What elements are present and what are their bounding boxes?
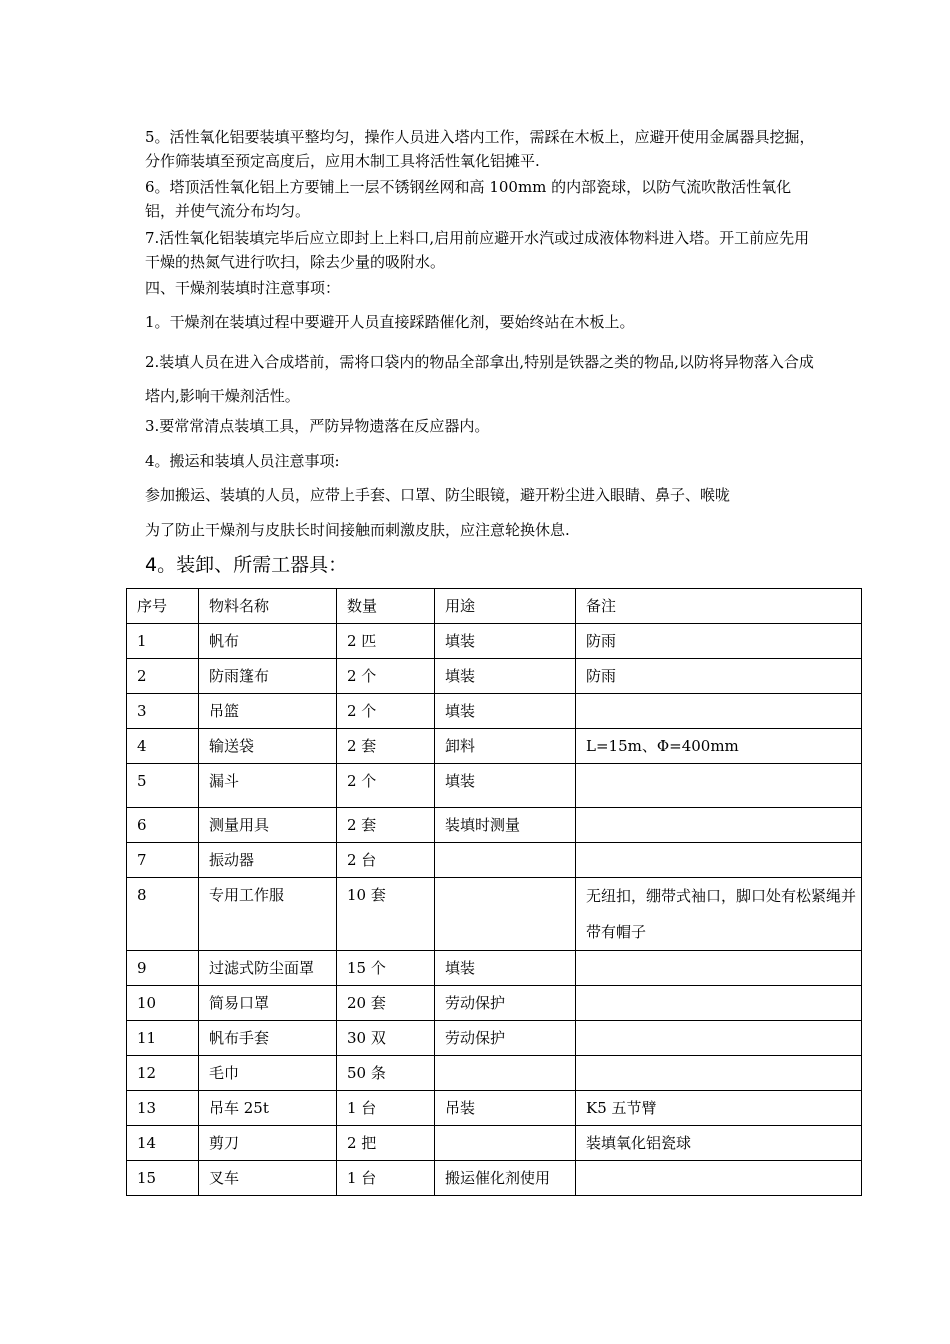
table-row xyxy=(127,694,862,729)
cell-remark: 防雨 xyxy=(576,659,862,694)
cell-usage: 劳动保护 xyxy=(435,1021,576,1056)
cell-remark xyxy=(576,764,862,808)
cell-remark: K5 五节臂 xyxy=(576,1091,862,1126)
cell-quantity: 2 台 xyxy=(337,843,435,878)
cell-material: 叉车 xyxy=(199,1161,337,1196)
cell-material: 吊车 25t xyxy=(199,1091,337,1126)
table-row xyxy=(127,729,862,764)
cell-quantity: 2 个 xyxy=(337,764,435,808)
cell-index: 11 xyxy=(127,1021,199,1056)
cell-material: 专用工作服 xyxy=(199,878,337,951)
cell-material: 漏斗 xyxy=(199,764,337,808)
note-4-rest: 为了防止干燥剂与皮肤长时间接触而刺激皮肤，应注意轮换休息. xyxy=(145,521,570,539)
cell-usage xyxy=(435,1056,576,1091)
table-row xyxy=(127,986,862,1021)
cell-usage xyxy=(435,878,576,951)
table-row xyxy=(127,624,862,659)
paragraph-6: 6。塔顶活性氧化铝上方要铺上一层不锈钢丝网和高 100mm 的内部瓷球，以防气流吹散活性氧化铝，并使气流分布均匀。 xyxy=(145,178,792,220)
cell-quantity: 1 台 xyxy=(337,1161,435,1196)
cell-quantity: 1 台 xyxy=(337,1091,435,1126)
cell-index: 4 xyxy=(127,729,199,764)
cell-usage: 填装 xyxy=(435,694,576,729)
cell-index: 10 xyxy=(127,986,199,1021)
cell-quantity: 10 套 xyxy=(337,878,435,951)
table-row xyxy=(127,764,862,808)
cell-material: 防雨篷布 xyxy=(199,659,337,694)
cell-index: 5 xyxy=(127,764,199,808)
cell-quantity: 2 匹 xyxy=(337,624,435,659)
cell-index: 14 xyxy=(127,1126,199,1161)
cell-usage: 填装 xyxy=(435,764,576,808)
cell-material: 吊篮 xyxy=(199,694,337,729)
cell-remark xyxy=(576,986,862,1021)
cell-usage: 填装 xyxy=(435,951,576,986)
note-4-detail: 参加搬运、装填的人员，应带上手套、口罩、防尘眼镜，避开粉尘进入眼睛、鼻子、喉咙 xyxy=(145,486,731,504)
cell-usage: 劳动保护 xyxy=(435,986,576,1021)
cell-usage: 填装 xyxy=(435,659,576,694)
cell-usage xyxy=(435,1126,576,1161)
cell-quantity: 2 个 xyxy=(337,694,435,729)
cell-usage xyxy=(435,843,576,878)
cell-index: 12 xyxy=(127,1056,199,1091)
cell-quantity: 30 双 xyxy=(337,1021,435,1056)
header-cell-remark: 备注 xyxy=(576,589,862,624)
paragraph-5: 5。活性氧化铝要装填平整均匀，操作人员进入塔内工作，需踩在木板上，应避开使用金属器具挖掘，分作筛装填至预定高度后，应用木制工具将活性氧化铝摊平. xyxy=(145,128,815,170)
cell-usage: 填装 xyxy=(435,624,576,659)
cell-remark: 无纽扣，绷带式袖口，脚口处有松紧绳并带有帽子 xyxy=(576,878,862,951)
cell-usage: 卸料 xyxy=(435,729,576,764)
note-3: 3.要常常清点装填工具，严防异物遗落在反应器内。 xyxy=(145,417,490,435)
cell-material: 测量用具 xyxy=(199,808,337,843)
cell-remark xyxy=(576,843,862,878)
cell-material: 帆布 xyxy=(199,624,337,659)
table-header-row xyxy=(127,589,862,624)
table-row xyxy=(127,878,862,951)
note-1: 1。干燥剂在装填过程中要避开人员直接踩踏催化剂，要始终站在木板上。 xyxy=(145,313,635,331)
table-row xyxy=(127,1021,862,1056)
cell-material: 帆布手套 xyxy=(199,1021,337,1056)
cell-quantity: 50 条 xyxy=(337,1056,435,1091)
table-row xyxy=(127,1126,862,1161)
table-row xyxy=(127,1091,862,1126)
table-row xyxy=(127,843,862,878)
tools-table xyxy=(126,588,862,1196)
note-2: 2.装填人员在进入合成塔前，需将口袋内的物品全部拿出,特别是铁器之类的物品,以防将异物落入合成塔内,影响干燥剂活性。 xyxy=(145,353,814,405)
cell-material: 振动器 xyxy=(199,843,337,878)
cell-remark: 防雨 xyxy=(576,624,862,659)
cell-index: 13 xyxy=(127,1091,199,1126)
cell-remark xyxy=(576,1021,862,1056)
cell-index: 9 xyxy=(127,951,199,986)
cell-material: 简易口罩 xyxy=(199,986,337,1021)
paragraph-7: 7.活性氧化铝装填完毕后应立即封上上料口,启用前应避开水汽或过成液体物料进入塔。开工前应先用干燥的热氮气进行吹扫，除去少量的吸附水。 xyxy=(145,229,810,271)
cell-index: 7 xyxy=(127,843,199,878)
cell-material: 剪刀 xyxy=(199,1126,337,1161)
cell-remark xyxy=(576,808,862,843)
header-cell-material: 物料名称 xyxy=(199,589,337,624)
table-row xyxy=(127,951,862,986)
cell-remark xyxy=(576,694,862,729)
cell-usage: 吊装 xyxy=(435,1091,576,1126)
cell-material: 毛巾 xyxy=(199,1056,337,1091)
table-row xyxy=(127,1161,862,1196)
cell-remark: L=15m、Φ=400mm xyxy=(576,729,862,764)
section-four-title: 四、干燥剂装填时注意事项： xyxy=(145,279,341,297)
cell-remark xyxy=(576,1056,862,1091)
table-row xyxy=(127,808,862,843)
cell-index: 15 xyxy=(127,1161,199,1196)
cell-remark xyxy=(576,951,862,986)
cell-index: 6 xyxy=(127,808,199,843)
cell-remark xyxy=(576,1161,862,1196)
cell-index: 3 xyxy=(127,694,199,729)
cell-usage: 搬运催化剂使用 xyxy=(435,1161,576,1196)
cell-index: 2 xyxy=(127,659,199,694)
cell-quantity: 2 把 xyxy=(337,1126,435,1161)
cell-quantity: 2 套 xyxy=(337,729,435,764)
cell-quantity: 2 套 xyxy=(337,808,435,843)
table-row xyxy=(127,659,862,694)
cell-index: 8 xyxy=(127,878,199,951)
cell-remark: 装填氧化铝瓷球 xyxy=(576,1126,862,1161)
cell-usage: 装填时测量 xyxy=(435,808,576,843)
cell-quantity: 20 套 xyxy=(337,986,435,1021)
cell-material: 过滤式防尘面罩 xyxy=(199,951,337,986)
cell-quantity: 15 个 xyxy=(337,951,435,986)
header-cell-usage: 用途 xyxy=(435,589,576,624)
cell-index: 1 xyxy=(127,624,199,659)
table-row xyxy=(127,1056,862,1091)
cell-material: 输送袋 xyxy=(199,729,337,764)
header-cell-quantity: 数量 xyxy=(337,589,435,624)
note-4: 4。搬运和装填人员注意事项: xyxy=(145,452,340,470)
header-cell-index: 序号 xyxy=(127,589,199,624)
tools-section-heading: 4。装卸、所需工器具： xyxy=(145,554,348,576)
cell-quantity: 2 个 xyxy=(337,659,435,694)
